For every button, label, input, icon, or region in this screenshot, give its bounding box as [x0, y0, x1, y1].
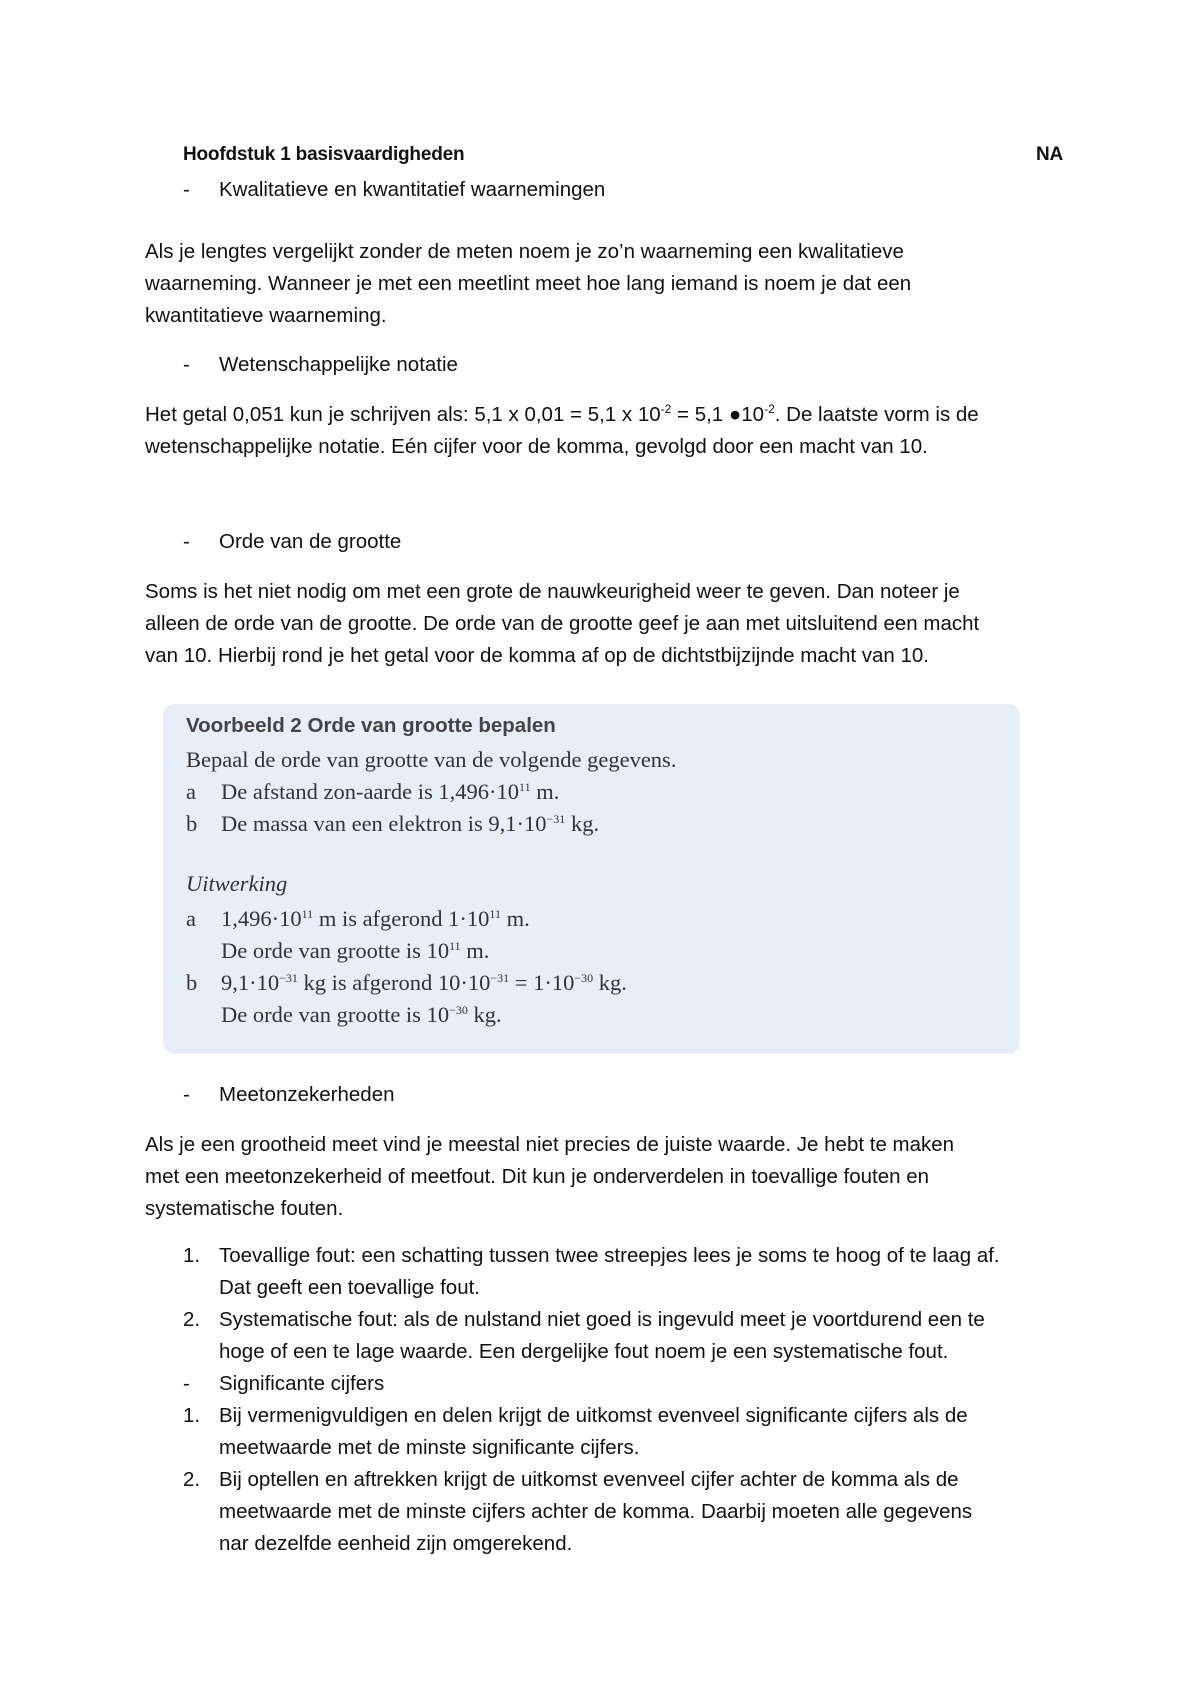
- list-item: 1. Toevallige fout: een schatting tussen twee streepjes lees je soms te hoog of te laag af. Dat geeft een toevallige fout.: [183, 1244, 1000, 1299]
- list-item: 2. Bij optellen en aftrekken krijgt de uitkomst evenveel cijfer achter de komma als de meetwaarde met de minste cijfers achter de komma. Daarbij moeten alle gegevens nar dezelfde eenheid zijn omgerekend.: [183, 1468, 973, 1555]
- heading-kwalitatief: - Kwalitatieve en kwantitatief waarnemingen: [183, 178, 606, 201]
- solution-a-line1: a $1,496\cdot 10^{11}$ m is afgerond $1\cdot 10^{11}$ m.: [186, 906, 530, 931]
- solution-a-line2: De orde van grootte is $10^{11}$ m.: [221, 938, 490, 963]
- heading-significante-cijfers: - Significante cijfers: [183, 1372, 385, 1395]
- example-item-a: a De afstand zon-aarde is $1,496\cdot 10^{11}$ m.: [186, 779, 560, 804]
- solution-b-line1: b $9,1\cdot 10^{-31}$ kg is afgerond $10\cdot 10^{-31} = 1\cdot 10^{-30}$ kg.: [186, 970, 627, 995]
- list-item: 1. Bij vermenigvuldigen en delen krijgt de uitkomst evenveel significante cijfers als de meetwaarde met de minste significante cijfers.: [183, 1404, 968, 1459]
- page-header: [183, 144, 1063, 166]
- heading-orde: - Orde van de grootte: [183, 530, 402, 553]
- paragraph-meetonzekerheden: Als je een grootheid meet vind je meestal niet precies de juiste waarde. Je hebt te maken met een meetonzekerheid of meetfout. Dit kun je onderverdelen in toevallige fouten en systematische fouten.: [145, 1133, 955, 1220]
- author-initials: NA: [1035, 144, 1063, 165]
- example-uitwerking-heading: Uitwerking: [186, 871, 288, 896]
- heading-meetonzekerheden: - Meetonzekerheden: [183, 1083, 395, 1106]
- paragraph-wetenschappelijk: Het getal 0,051 kun je schrijven als: 5,1 x 0,01 = 5,1 x $10^{-2} = 5,1$ $●10^{-2}$. De laatste vorm is de wetenschappelijke notatie. Eén cijfer voor de komma, gevolgd door een macht van 10.: [145, 402, 979, 458]
- heading-wetenschappelijk: - Wetenschappelijke notatie: [183, 353, 458, 376]
- example-box: [163, 704, 1020, 1054]
- chapter-title: Hoofdstuk 1 basisvaardigheden: [183, 144, 465, 165]
- example-item-b: b De massa van een elektron is $9,1\cdot 10^{-31}$ kg.: [186, 811, 600, 836]
- paragraph-orde: Soms is het niet nodig om met een grote de nauwkeurigheid weer te geven. Dan noteer je alleen de orde van de grootte. De orde van de grootte geef je aan met uitsluitend een macht van 10. Hierbij rond je het getal voor de komma af op de dichtstbijzijnde macht van 10.: [145, 580, 980, 667]
- example-title: Voorbeeld 2 Orde van grootte bepalen: [186, 714, 556, 737]
- dash: -: [183, 178, 190, 201]
- paragraph-kwalitatief: Als je lengtes vergelijkt zonder de meten noem je zo’n waarneming een kwalitatieve waarneming. Wanneer je met een meetlint meet hoe lang iemand is noem je dat een kwantitatieve waarneming.: [145, 240, 912, 327]
- list-item: 2. Systematische fout: als de nulstand niet goed is ingevuld meet je voortdurend een te hoge of een te lage waarde. Een dergelijke fout noem je een systematische fout.: [183, 1308, 985, 1363]
- solution-b-line2: De orde van grootte is $10^{-30}$ kg.: [221, 1002, 502, 1027]
- example-intro: Bepaal de orde van grootte van de volgende gegevens.: [186, 747, 677, 772]
